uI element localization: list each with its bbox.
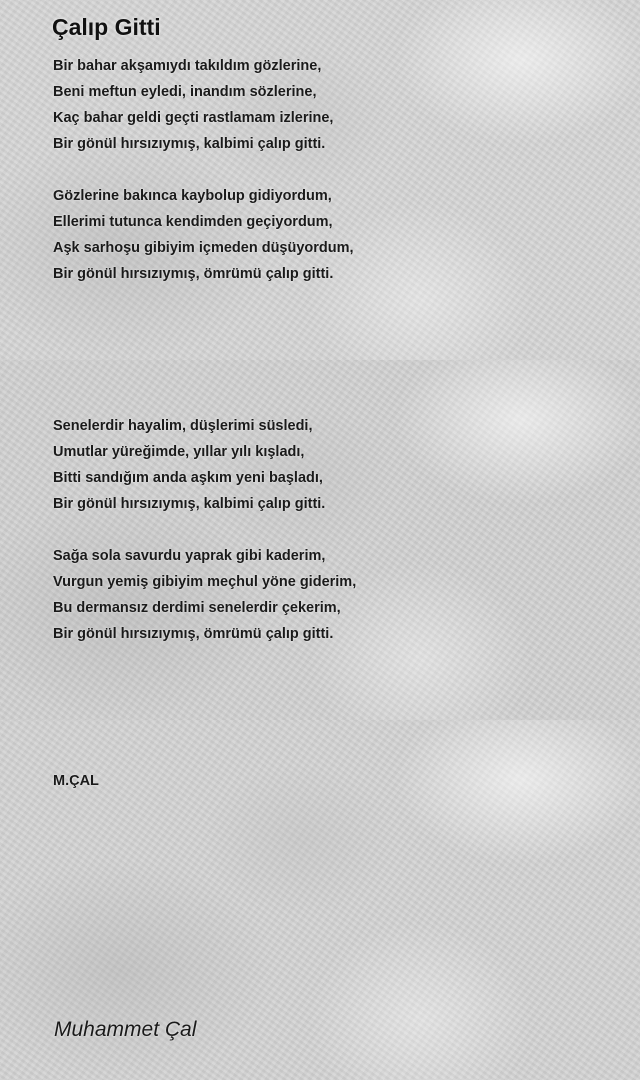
- poem-panel-1: [0, 0, 640, 360]
- verse-line: Kaç bahar geldi geçti rastlamam izlerine,: [53, 110, 334, 126]
- stanza-2: [53, 183, 354, 287]
- stanza-3: [53, 413, 325, 517]
- verse-line: Bu dermansız derdimi senelerdir çekerim,: [53, 600, 341, 616]
- verse-line: Umutlar yüreğimde, yıllar yılı kışladı,: [53, 444, 305, 460]
- verse-line: Bitti sandığım anda aşkım yeni başladı,: [53, 470, 323, 486]
- verse-line: Sağa sola savurdu yaprak gibi kaderim,: [53, 548, 326, 564]
- stanza-4: [53, 543, 356, 647]
- poem-title: Çalıp Gitti: [52, 14, 161, 40]
- poem-signature: M.ÇAL: [53, 773, 99, 789]
- verse-line: Aşk sarhoşu gibiyim içmeden düşüyordum,: [53, 240, 354, 256]
- author-name: Muhammet Çal: [54, 1018, 197, 1041]
- verse-line: Senelerdir hayalim, düşlerimi süsledi,: [53, 418, 313, 434]
- stanza-1: [53, 53, 333, 157]
- verse-line: Ellerimi tutunca kendimden geçiyordum,: [53, 214, 333, 230]
- verse-line: Bir gönül hırsızıymış, ömrümü çalıp gitti.: [53, 266, 334, 282]
- verse-line: Bir bahar akşamıydı takıldım gözlerine,: [53, 58, 322, 74]
- verse-line: Bir gönül hırsızıymış, ömrümü çalıp gitti.: [53, 626, 334, 642]
- verse-line: Vurgun yemiş gibiyim meçhul yöne giderim,: [53, 574, 357, 590]
- verse-line: Bir gönül hırsızıymış, kalbimi çalıp gitti.: [53, 136, 326, 152]
- verse-line: Gözlerine bakınca kaybolup gidiyordum,: [53, 188, 332, 204]
- verse-line: Bir gönül hırsızıymış, kalbimi çalıp gitti.: [53, 496, 326, 512]
- verse-line: Beni meftun eyledi, inandım sözlerine,: [53, 84, 317, 100]
